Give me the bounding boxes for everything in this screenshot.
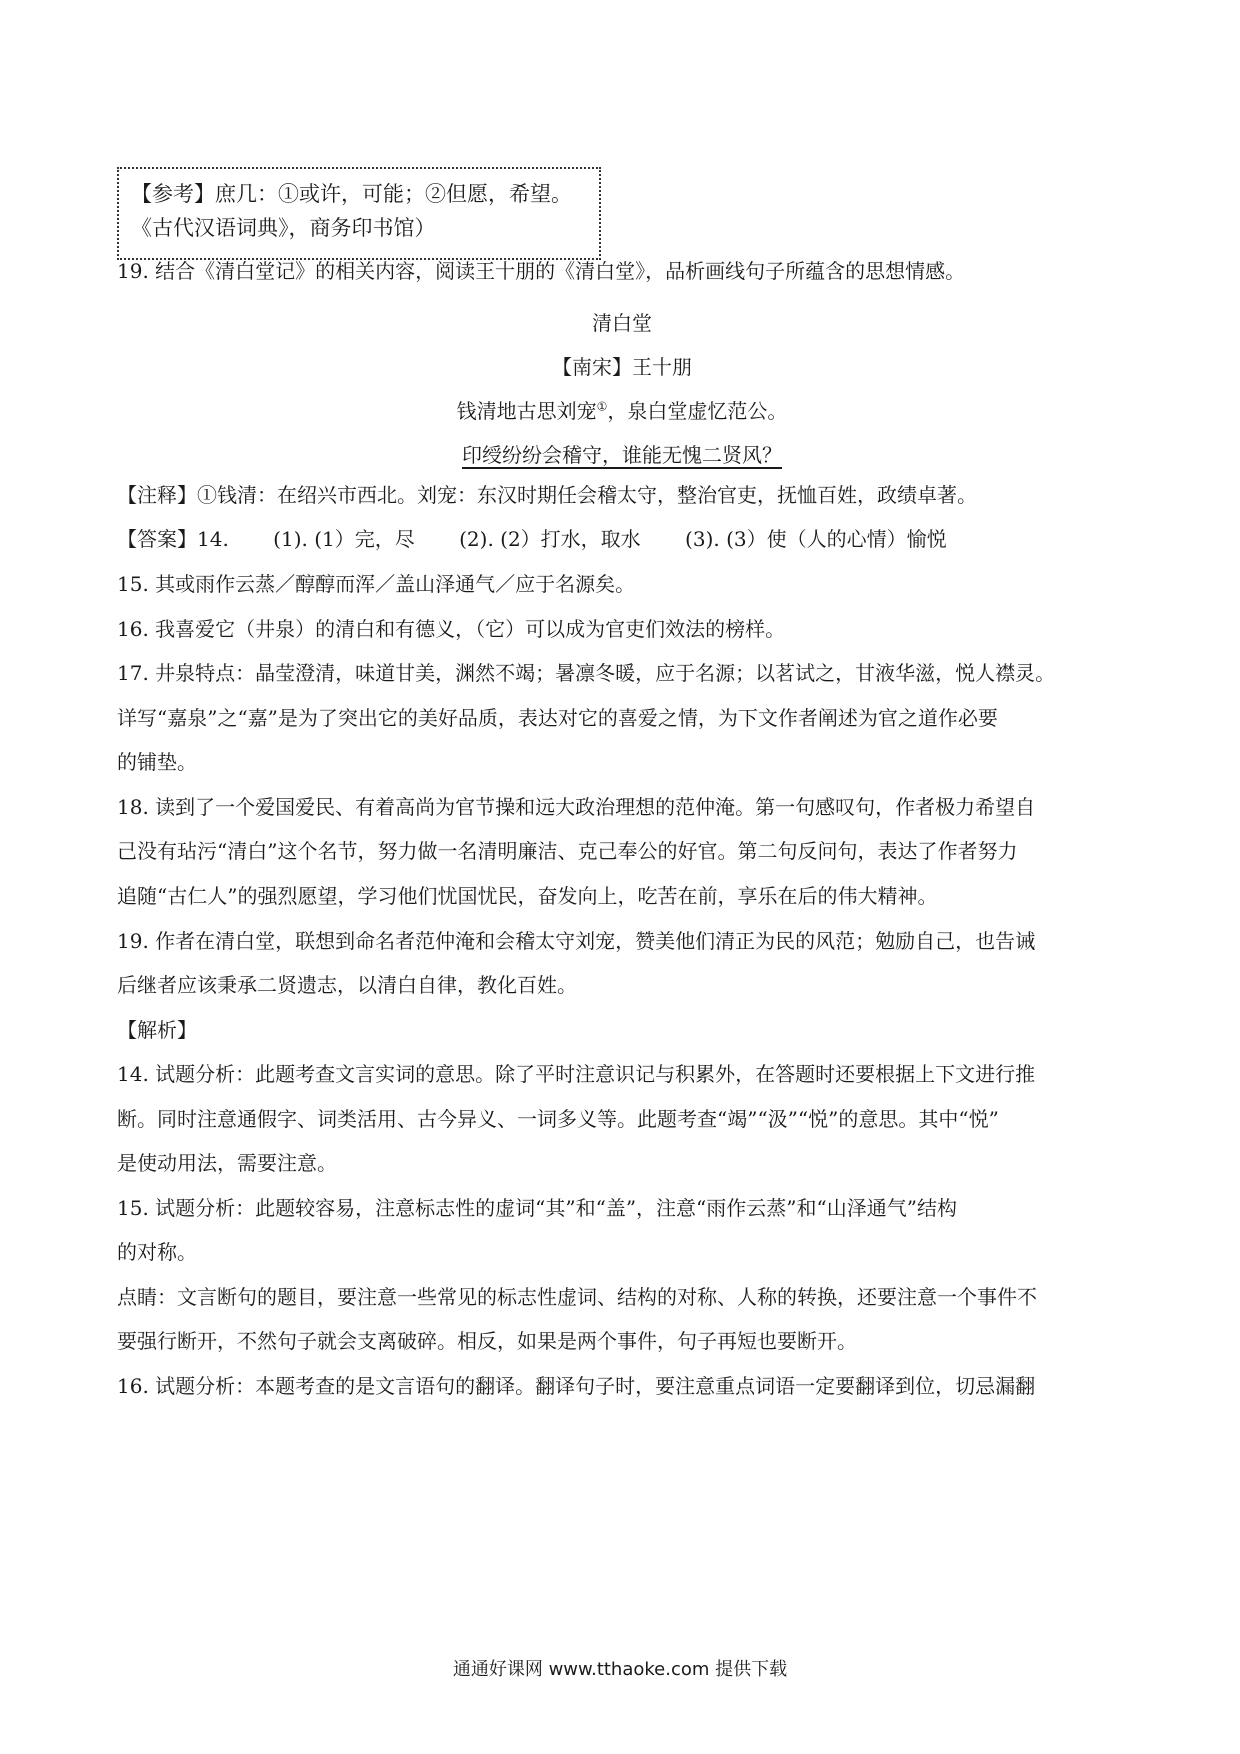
note: 【注释】①钱清：在绍兴市西北。刘宠：东汉时期任会稽太守，整治官吏，抚恤百姓，政绩卓著。 [117,483,977,507]
poem-line-1 [117,395,1127,424]
answer-17-line-1: 17. 井泉特点：晶莹澄清，味道甘美，渊然不竭；暑凛冬暖，应于名源；以茗试之，甘液华滋，悦人襟灵。 [117,661,1056,685]
answer-16: 16. 我喜爱它（井泉）的清白和有德义，（它）可以成为官吏们效法的榜样。 [117,617,786,641]
poem-line-1-a: 钱清地古思刘宠 [456,399,597,423]
analysis-14-line-2: 断。同时注意通假字、词类活用、古今异义、一词多义等。此题考查“竭”“汲”“悦”的意思。其中“悦” [117,1107,999,1131]
analysis-14-line-3: 是使动用法，需要注意。 [117,1151,337,1175]
analysis-15-line-2: 的对称。 [117,1240,197,1264]
analysis-14-line-1: 14. 试题分析：此题考查文言实词的意思。除了平时注意识记与积累外，在答题时还要根据上下文进行推 [117,1062,1036,1086]
poem-underlined-line: 印绶纷纷会稽守，谁能无愧二贤风？ [462,443,782,467]
answers-label: 【答案】14. [117,527,229,551]
analysis-label: 【解析】 [117,1018,197,1042]
answer-19-line-1: 19. 作者在清白堂，联想到命名者范仲淹和会稽太守刘宠，赞美他们清正为民的风范；勉励自己，也告诫 [117,929,1036,953]
analysis-16-line-1: 16. 试题分析：本题考查的是文言语句的翻译。翻译句子时，要注意重点词语一定要翻译到位，切忌漏翻 [117,1374,1036,1398]
analysis-15-line-1: 15. 试题分析：此题较容易，注意标志性的虚词“其”和“盖”，注意“雨作云蒸”和“山泽通气”结构 [117,1196,957,1220]
answers-14 [117,515,1127,564]
answer-14-1: (1). (1）完，尽 [273,527,415,551]
footnote-marker: ① [596,399,608,414]
poem-line-1-b: ，泉白堂虚忆范公。 [607,399,788,423]
answer-17-line-2: 详写“嘉泉”之“嘉”是为了突出它的美好品质，表达对它的喜爱之情，为下文作者阐述为官之道作必要 [117,706,998,730]
answer-14-2: (2). (2）打水，取水 [459,527,641,551]
poem-title: 清白堂 [592,311,652,335]
answer-15: 15. 其或雨作云蒸／醇醇而浑／盖山泽通气／应于名源矣。 [117,572,636,596]
reference-line-2: 《古代汉语词典》，商务印书馆） [131,216,436,240]
answer-18-line-2: 己没有玷污“清白”这个名节，努力做一名清明廉洁、克己奉公的好官。第二句反问句，表达了作者努力 [117,839,1018,863]
reference-line-1: 【参考】庶几：①或许，可能；②但愿，希望。 [131,182,572,206]
answer-19-line-2: 后继者应该秉承二贤遗志，以清白自律，教化百姓。 [117,973,577,997]
answer-17-line-3: 的铺垫。 [117,750,197,774]
tip-line-1: 点睛：文言断句的题目，要注意一些常见的标志性虚词、结构的对称、人称的转换，还要注意一个事件不 [117,1285,1037,1309]
tip-line-2: 要强行断开，不然句子就会支离破碎。相反，如果是两个事件，句子再短也要断开。 [117,1329,857,1353]
answer-14-3: (3). (3）使（人的心情）愉悦 [685,527,947,551]
answer-18-line-3: 追随“古仁人”的强烈愿望，学习他们忧国忧民，奋发向上，吃苦在前，享乐在后的伟大精神。 [117,884,938,908]
answer-18-line-1: 18. 读到了一个爱国爱民、有着高尚为官节操和远大政治理想的范仲淹。第一句感叹句，作者极力希望自 [117,795,1036,819]
question-19: 19. 结合《清白堂记》的相关内容，阅读王十朋的《清白堂》，品析画线句子所蕴含的思想情感。 [117,259,966,283]
page-footer: 通通好课网 www.tthaoke.com 提供下载 [452,1659,788,1680]
poem-line-2 [117,439,1127,468]
poem-author: 【南宋】王十朋 [552,355,692,379]
